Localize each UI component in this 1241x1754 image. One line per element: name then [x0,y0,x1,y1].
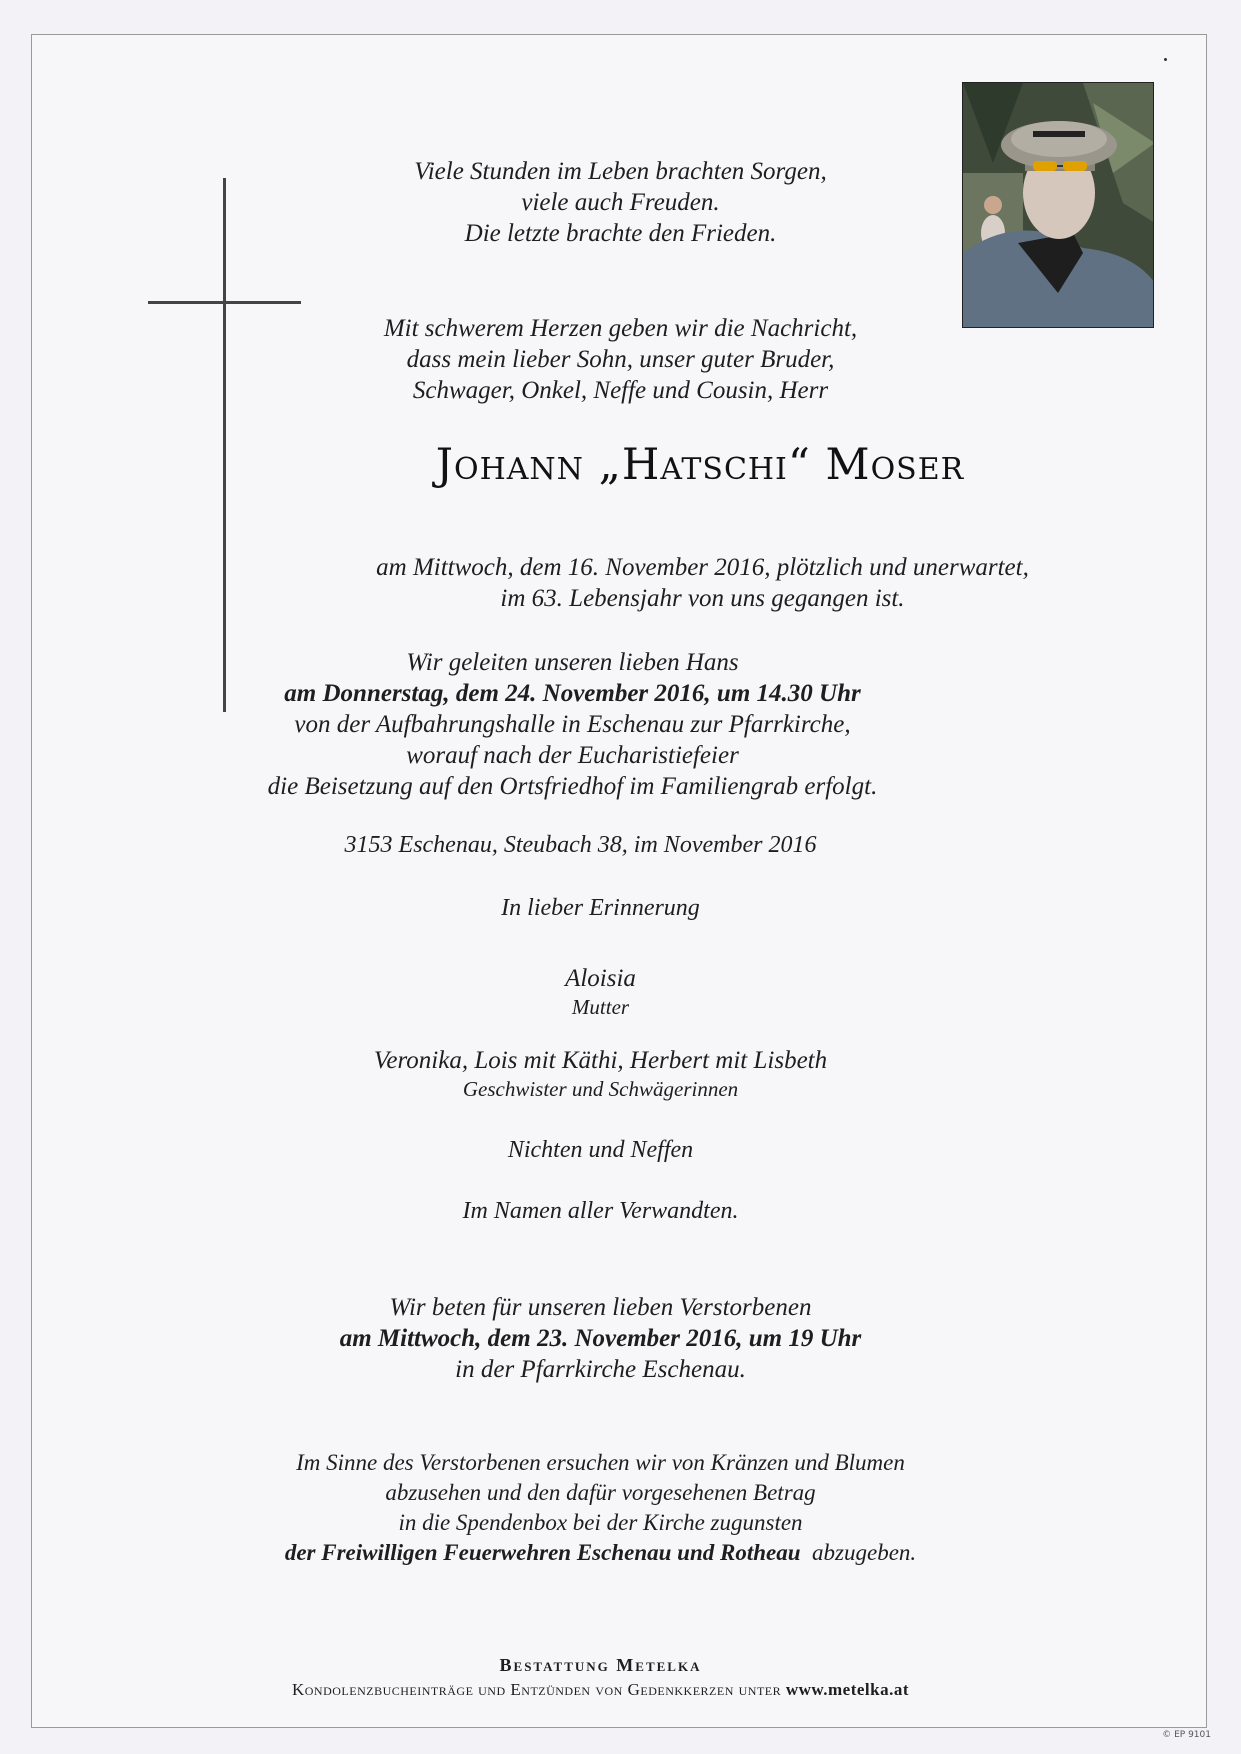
funeral-line: die Beisetzung auf den Ortsfriedhof im Familiengrab erfolgt. [267,773,878,800]
siblings-names: Veronika, Lois mit Käthi, Herbert mit Lisbeth [373,1047,828,1074]
relatives: Im Namen aller Verwandten. [462,1198,739,1224]
document-code: © EP 9101 [1162,1730,1211,1740]
prayer-date: am Mittwoch, dem 23. November 2016, um 19 Uhr [339,1325,862,1352]
donation-line: abzusehen und den dafür vorgesehenen Betrag [385,1480,816,1505]
death-notice [82,552,1241,614]
donation-line: Im Sinne des Verstorbenen ersuchen wir von Kränzen und Blumen [296,1450,905,1475]
intro-line: Mit schwerem Herzen geben wir die Nachricht, [383,315,858,342]
announcement-intro [0,313,1241,406]
donation-beneficiary: der Freiwilligen Feuerwehren Eschenau und Rotheau [284,1540,801,1565]
memory-heading: In lieber Erinnerung [501,895,700,921]
place-date: 3153 Eschenau, Steubach 38, im November 2016 [344,832,817,858]
footer-text [0,1680,1221,1700]
siblings [0,1046,1221,1104]
intro-line: Schwager, Onkel, Neffe und Cousin, Herr [412,377,829,404]
mother-name: Aloisia [565,965,636,992]
funeral-line: von der Aufbahrungshalle in Eschenau zur Pfarrkirche, [294,711,851,738]
funeral-line: Wir geleiten unseren lieben Hans [406,649,739,676]
death-line: am Mittwoch, dem 16. November 2016, plötzlich und unerwartet, [376,554,1029,581]
donation-line: abzugeben. [812,1540,917,1565]
funeral-home: Bestattung Metelka [499,1655,702,1675]
siblings-role: Geschwister und Schwägerinnen [462,1077,739,1101]
funeral-line: worauf nach der Eucharistiefeier [406,742,739,769]
nieces-nephews: Nichten und Neffen [507,1137,694,1163]
website-link[interactable]: www.metelka.at [785,1680,910,1699]
prayer-line: Wir beten für unseren lieben Verstorbenen [389,1294,812,1321]
death-line: im 63. Lebensjahr von uns gegangen ist. [500,585,905,612]
donation-line: in die Spendenbox bei der Kirche zugunsten [398,1510,803,1535]
poem-line: viele auch Freuden. [521,189,720,216]
speck [1164,58,1167,61]
deceased-name: Johann „Hatschi“ Moser [435,440,965,490]
prayer-info [0,1292,1221,1385]
donation-request [0,1448,1221,1568]
poem [0,156,1241,249]
poem-line: Die letzte brachte den Frieden. [464,220,777,247]
mother [0,965,1221,1021]
condolence-text: Kondolenzbucheinträge und Entzünden von Gedenkkerzen unter [291,1680,782,1699]
cross-icon-bar [148,301,301,304]
prayer-line: in der Pfarrkirche Eschenau. [455,1356,746,1383]
funeral-info [0,647,1193,802]
funeral-date: am Donnerstag, dem 24. November 2016, um 14.30 Uhr [284,680,861,707]
intro-line: dass mein lieber Sohn, unser guter Bruder, [406,346,835,373]
poem-line: Viele Stunden im Leben brachten Sorgen, [414,158,827,185]
mother-role: Mutter [571,995,630,1019]
